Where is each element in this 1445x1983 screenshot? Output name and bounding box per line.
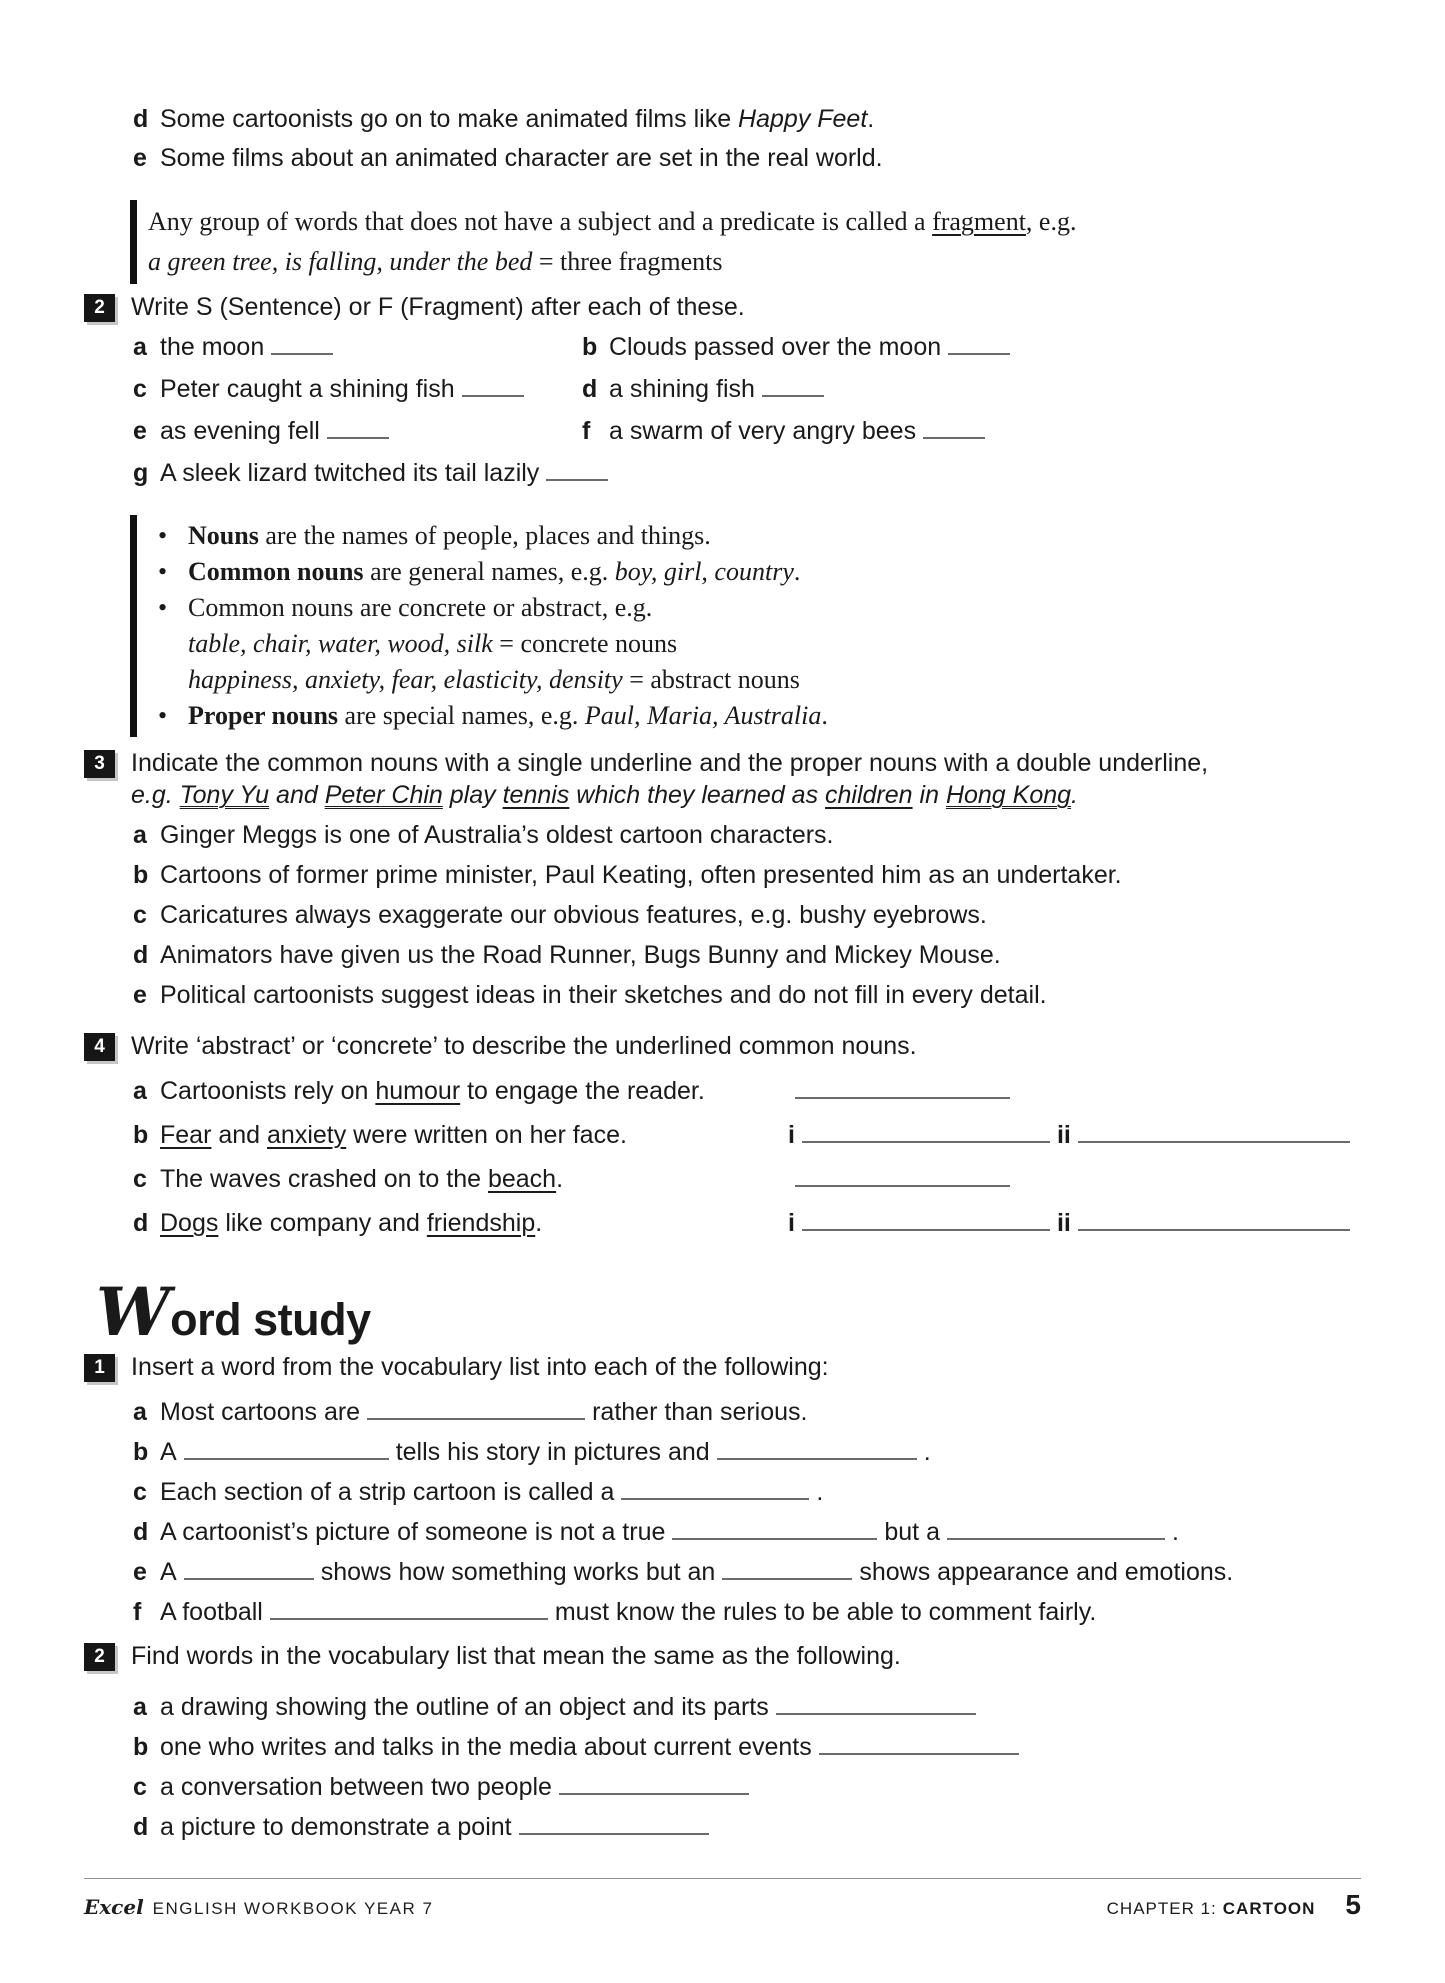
exercise-item-row (582, 331, 1361, 363)
text-run: are the names of people, places and things. (258, 521, 711, 550)
item-text (160, 331, 340, 363)
exercise-item-row (133, 1596, 1361, 1628)
text-run: Common nouns are concrete or abstract, e.g. (188, 593, 653, 622)
text-run: = abstract nouns (622, 665, 800, 694)
footer-book-name: ENGLISH WORKBOOK YEAR 7 (152, 1899, 434, 1918)
exercise-item-row (133, 979, 1361, 1011)
text-run: = three fragments (532, 247, 723, 276)
text-run: a conversation between two people (160, 1773, 552, 1801)
item-sentence (133, 1075, 788, 1107)
exercise-2-left-column (84, 321, 540, 489)
text-run: Proper nouns (188, 701, 339, 730)
text-run: Fear (160, 1121, 212, 1149)
note-bullet-line (137, 554, 1361, 590)
item-text (160, 415, 396, 447)
text-run: a drawing showing the outline of an object and its parts (160, 1693, 769, 1721)
text-run: Ginger Meggs is one of Australia’s oldest cartoon characters. (160, 821, 834, 849)
item-letter: b (133, 1733, 149, 1761)
item-letter: c (133, 901, 147, 929)
text-run: rather than serious. (592, 1398, 808, 1426)
text-run: Clouds passed over the moon (609, 333, 942, 361)
text-run: Peter Chin (324, 781, 443, 809)
brand-logo: Excel (84, 1895, 144, 1919)
intro-item-d (133, 103, 1361, 135)
text-run: in (912, 781, 946, 809)
fill-in-blank[interactable] (462, 378, 524, 397)
text-run: . (535, 1209, 543, 1237)
item-letter: c (133, 1478, 147, 1506)
text-run: tells his story in pictures and (395, 1438, 710, 1466)
text-run: happiness, anxiety, fear, elasticity, density (188, 665, 623, 694)
item-letter: c (133, 1165, 147, 1193)
footer-chapter-name: CARTOON (1222, 1899, 1316, 1918)
exercise-number-badge: 3 (84, 750, 115, 778)
exercise-title: Write ‘abstract’ or ‘concrete’ to describe the underlined common nouns. (131, 1032, 917, 1060)
exercise-title: Insert a word from the vocabulary list into each of the following: (131, 1353, 829, 1381)
exercise-item-row (133, 1691, 1361, 1723)
exercise-number-badge: 1 (84, 1354, 115, 1382)
exercise-item-row (133, 331, 533, 363)
text-run: . (821, 701, 828, 730)
text-run: table, chair, water, wood, silk (188, 629, 493, 658)
item-text (160, 373, 531, 405)
item-text (160, 939, 1001, 971)
text-run: A football (160, 1598, 263, 1626)
item-letter: d (133, 1209, 149, 1237)
text-run: The waves crashed on to the (160, 1165, 488, 1193)
text-run: shows appearance and emotions. (859, 1558, 1234, 1586)
fill-in-blank[interactable] (1078, 1212, 1350, 1231)
exercise-4-header (84, 1031, 1361, 1061)
footer-book-title (84, 1895, 433, 1919)
bullet-icon: • (158, 557, 168, 586)
fill-in-blank[interactable] (621, 1481, 809, 1500)
text-run: Cartoons of former prime minister, Paul Keating, often presented him as an undertaker. (160, 861, 1122, 889)
grammar-note-nouns (130, 515, 1361, 737)
exercise-2-right-column (533, 321, 1361, 489)
text-run: . (867, 105, 875, 133)
section-heading-word-study (96, 1273, 1361, 1351)
footer-chapter-info (1107, 1889, 1361, 1921)
exercise-item-row (133, 1731, 1361, 1763)
text-run: . (1171, 1518, 1179, 1546)
text-run: fragment (932, 207, 1026, 236)
exercise-item-row (582, 415, 1361, 447)
text-run: Some cartoonists go on to make animated films like (160, 105, 739, 133)
fill-in-blank[interactable] (795, 1080, 1010, 1099)
fill-in-blank[interactable] (327, 420, 389, 439)
exercise-item-row (133, 1436, 1361, 1468)
note-bullet-line (137, 698, 1361, 734)
word-study-exercise-2-header (84, 1641, 1361, 1671)
text-run: Dogs (160, 1209, 219, 1237)
text-run: Peter caught a shining fish (160, 375, 455, 403)
text-run: ii (1056, 1209, 1071, 1237)
item-letter: d (582, 375, 598, 403)
item-letter: e (133, 144, 147, 172)
exercise-item-row (133, 1771, 1361, 1803)
item-answer-area (788, 1163, 1361, 1195)
text-run: a swarm of very angry bees (609, 417, 917, 445)
exercise-title: Find words in the vocabulary list that mean the same as the following. (131, 1642, 901, 1670)
exercise-item-row (133, 1476, 1361, 1508)
exercise-item-row (84, 1075, 1361, 1107)
item-letter: b (133, 861, 149, 889)
text-run: . (816, 1478, 824, 1506)
fill-in-blank[interactable] (802, 1212, 1050, 1231)
text-run: Cartoonists rely on (160, 1077, 376, 1105)
item-sentence (133, 1207, 788, 1239)
footer-chapter-label: CHAPTER 1: (1106, 1899, 1217, 1918)
item-letter: a (133, 333, 147, 361)
text-run: i (788, 1209, 795, 1237)
text-run: . (1071, 781, 1078, 809)
text-run: Some films about an animated character are set in the real world. (160, 144, 883, 172)
item-text (160, 142, 883, 174)
item-letter: e (133, 981, 147, 1009)
exercise-title-block (131, 748, 1208, 812)
item-sentence (133, 1119, 788, 1151)
item-text (160, 1771, 756, 1803)
footer-page-number: 5 (1345, 1889, 1361, 1920)
text-run: Paul, Maria, Australia (584, 701, 822, 730)
text-run: ii (1056, 1121, 1071, 1149)
item-text (160, 819, 834, 851)
exercise-title: Write S (Sentence) or F (Fragment) after each of these. (131, 293, 745, 321)
grammar-note-fragment (130, 200, 1361, 284)
note-line (148, 202, 1361, 242)
item-text (160, 1516, 1179, 1548)
item-text (160, 1731, 1026, 1763)
text-run: Each section of a strip cartoon is called a (160, 1478, 615, 1506)
text-run: A (160, 1438, 177, 1466)
fill-in-blank[interactable] (802, 1124, 1050, 1143)
intro-item-e (133, 142, 1361, 174)
text-run: children (825, 781, 913, 809)
text-run: e.g. (131, 781, 180, 809)
item-letter: d (133, 1518, 149, 1546)
exercise-number-badge: 4 (84, 1033, 115, 1061)
text-run: and (269, 781, 325, 809)
item-text (609, 373, 831, 405)
note-text (188, 626, 677, 662)
exercise-item-row (133, 415, 533, 447)
exercise-number-badge: 2 (84, 1643, 115, 1671)
item-letter: d (133, 105, 149, 133)
exercise-item-row (133, 373, 533, 405)
item-sentence (133, 1163, 788, 1195)
item-text (609, 415, 992, 447)
item-letter: e (133, 1558, 147, 1586)
item-text (160, 1691, 983, 1723)
note-continuation-line (137, 626, 1361, 662)
exercise-number-badge: 2 (84, 294, 115, 322)
note-text (188, 590, 652, 626)
exercise-item-row (133, 899, 1361, 931)
item-answer-area (788, 1075, 1361, 1107)
note-line (148, 242, 1361, 282)
text-run: . (556, 1165, 564, 1193)
item-letter: a (133, 1693, 147, 1721)
item-letter: b (133, 1438, 149, 1466)
note-bullet-line (137, 518, 1361, 554)
item-text (160, 1163, 563, 1195)
bullet-icon: • (158, 593, 168, 622)
item-text (160, 859, 1122, 891)
exercise-item-row (84, 1207, 1361, 1239)
note-text (188, 662, 800, 698)
item-letter: a (133, 821, 147, 849)
fill-in-blank[interactable] (722, 1561, 852, 1580)
text-run: the moon (160, 333, 265, 361)
fill-in-blank[interactable] (271, 336, 333, 355)
text-run: which they learned as (569, 781, 826, 809)
item-letter: e (133, 417, 147, 445)
note-continuation-line (137, 662, 1361, 698)
item-text (160, 1811, 716, 1843)
text-run: Animators have given us the Road Runner, Bugs Bunny and Mickey Mouse. (160, 941, 1001, 969)
text-run: anxiety (267, 1121, 347, 1149)
text-run: beach (487, 1165, 557, 1193)
fill-in-blank[interactable] (184, 1441, 389, 1460)
exercise-item-row (133, 859, 1361, 891)
text-run: like company and (218, 1209, 427, 1237)
item-letter: a (133, 1077, 147, 1105)
text-run: A (160, 1558, 177, 1586)
exercise-example (131, 778, 1208, 812)
exercise-2-items (84, 321, 1361, 489)
item-answer-area (788, 1207, 1361, 1239)
text-run: and (211, 1121, 268, 1149)
text-run: but a (884, 1518, 940, 1546)
text-run: Tony Yu (179, 781, 270, 809)
item-letter: f (582, 417, 591, 445)
text-run: Any group of words that does not have a subject and a predicate is called a (148, 207, 933, 236)
text-run: tennis (502, 781, 570, 809)
text-run: a shining fish (609, 375, 755, 403)
item-letter: d (133, 1813, 149, 1841)
page-footer (84, 1878, 1361, 1921)
fill-in-blank[interactable] (672, 1521, 877, 1540)
heading-initial-cap: W (96, 1273, 169, 1351)
exercise-item-row (582, 373, 1361, 405)
text-run: humour (375, 1077, 461, 1105)
exercise-item-row (133, 1811, 1361, 1843)
text-run: . (923, 1438, 931, 1466)
fill-in-blank[interactable] (519, 1816, 709, 1835)
text-run: A cartoonist’s picture of someone is not a true (160, 1518, 666, 1546)
text-run: . (793, 557, 801, 586)
fill-in-blank[interactable] (559, 1776, 749, 1795)
text-run: shows how something works but an (320, 1558, 716, 1586)
exercise-title: Indicate the common nouns with a single underline and the proper nouns with a double underline, (131, 749, 1209, 777)
exercise-item-row (133, 1556, 1361, 1588)
item-text (160, 1119, 627, 1151)
item-letter: c (133, 1773, 147, 1801)
item-text (160, 979, 1047, 1011)
exercise-item-row (133, 1396, 1361, 1428)
item-text (160, 1207, 542, 1239)
text-run: Most cartoons are (160, 1398, 361, 1426)
item-text (160, 1075, 705, 1107)
note-text (188, 518, 711, 554)
item-text (160, 1396, 808, 1428)
text-run: Political cartoonists suggest ideas in their sketches and do not fill in every detail. (160, 981, 1047, 1009)
fill-in-blank[interactable] (270, 1601, 548, 1620)
text-run: must know the rules to be able to comment fairly. (554, 1598, 1097, 1626)
heading-text: ord study (170, 1294, 371, 1345)
fill-in-blank[interactable] (367, 1401, 585, 1420)
text-run: i (788, 1121, 795, 1149)
fill-in-blank[interactable] (795, 1168, 1010, 1187)
fill-in-blank[interactable] (717, 1441, 917, 1460)
text-run: were written on her face. (346, 1121, 627, 1149)
item-text (160, 1556, 1233, 1588)
bullet-icon: • (158, 521, 168, 550)
text-run: , e.g. (1025, 207, 1077, 236)
fill-in-blank[interactable] (923, 420, 985, 439)
text-run: as evening fell (160, 417, 320, 445)
item-letter: b (133, 1121, 149, 1149)
fill-in-blank[interactable] (776, 1696, 976, 1715)
note-bullet-line (137, 590, 1361, 626)
exercise-item-row (133, 1516, 1361, 1548)
text-run: Nouns (188, 521, 259, 550)
fill-in-blank[interactable] (1078, 1124, 1350, 1143)
text-run: a green tree, is falling, under the bed (148, 247, 533, 276)
item-letter: a (133, 1398, 147, 1426)
fill-in-blank[interactable] (819, 1736, 1019, 1755)
exercise-item-row (133, 819, 1361, 851)
text-run: friendship (426, 1209, 536, 1237)
bullet-icon: • (158, 701, 168, 730)
exercise-2-header (84, 292, 1361, 322)
exercise-item-row (84, 1163, 1361, 1195)
text-run: are special names, e.g. (338, 701, 585, 730)
item-text (609, 331, 1017, 363)
item-text (160, 103, 874, 135)
text-run: Common nouns (188, 557, 364, 586)
exercise-item-row (133, 457, 540, 489)
text-run: boy, girl, country (614, 557, 794, 586)
exercise-3-header (84, 748, 1361, 812)
note-text (188, 554, 800, 590)
text-run: one who writes and talks in the media about current events (160, 1733, 812, 1761)
fill-in-blank[interactable] (762, 378, 824, 397)
text-run: A sleek lizard twitched its tail lazily (160, 459, 540, 487)
text-run: are general names, e.g. (363, 557, 615, 586)
text-run: to engage the reader. (460, 1077, 705, 1105)
text-run: Hong Kong (945, 781, 1072, 809)
word-study-exercise-1-header (84, 1352, 1361, 1382)
exercise-item-row (133, 939, 1361, 971)
item-letter: b (582, 333, 598, 361)
item-text (160, 1436, 931, 1468)
item-letter: g (133, 459, 149, 487)
text-run: Caricatures always exaggerate our obvious features, e.g. bushy eyebrows. (160, 901, 987, 929)
item-text (160, 899, 987, 931)
item-text (160, 1596, 1096, 1628)
text-run: Happy Feet (738, 105, 868, 133)
text-run: play (442, 781, 503, 809)
item-letter: f (133, 1598, 142, 1626)
item-letter: c (133, 375, 147, 403)
text-run: = concrete nouns (492, 629, 678, 658)
text-run: a picture to demonstrate a point (160, 1813, 512, 1841)
note-text (188, 698, 828, 734)
fill-in-blank[interactable] (947, 1521, 1165, 1540)
fill-in-blank[interactable] (184, 1561, 314, 1580)
item-letter: d (133, 941, 149, 969)
item-answer-area (788, 1119, 1361, 1151)
item-text (160, 1476, 823, 1508)
fill-in-blank[interactable] (948, 336, 1010, 355)
exercise-item-row (84, 1119, 1361, 1151)
